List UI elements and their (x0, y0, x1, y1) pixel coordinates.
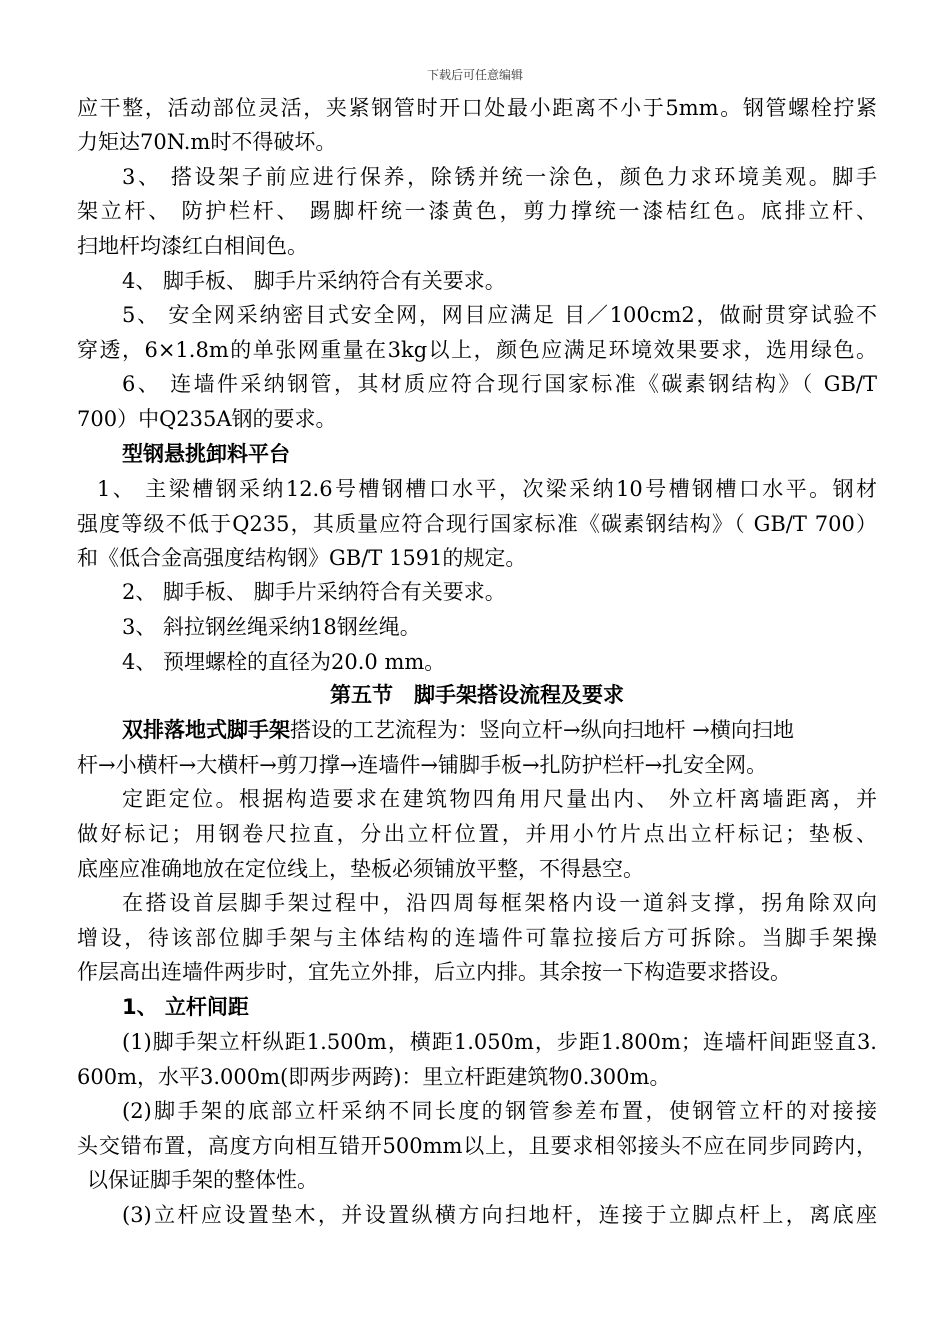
text-line: 增设，待该部位脚手架与主体结构的连墙件可靠拉接后方可拆除。当脚手架操 (77, 926, 877, 950)
text-line: 强度等级不低于Q235，其质量应符合现行国家标准《碳素钢结构》（ GB/T 700） (77, 512, 877, 536)
section-heading: 型钢悬挑卸料平台 (122, 442, 290, 466)
text-line: (1)脚手架立杆纵距1.500m，横距1.050m，步距1.800m；连墙杆间距竖直3. (122, 1030, 877, 1054)
text-line: 力矩达70N.m时不得破坏。 (77, 130, 337, 154)
text-line: 定距定位。根据构造要求在建筑物四角用尺量出内、 外立杆离墙距离，并 (122, 787, 877, 811)
text-line: 2、 脚手板、 脚手片采纳符合有关要求。 (122, 580, 506, 604)
text-line: 在搭设首层脚手架过程中，沿四周每框架格内设一道斜支撑，拐角除双向 (122, 891, 877, 915)
text-line: (3)立杆应设置垫木，并设置纵横方向扫地杆，连接于立脚点杆上，离底座 (122, 1203, 877, 1227)
inline-text: 搭设的工艺流程为：竖向立杆→纵向扫地杆 →横向扫地 (290, 718, 794, 742)
text-line: 1、 主梁槽钢采纳12.6号槽钢槽口水平，次梁采纳10号槽钢槽口水平。钢材 (97, 477, 877, 501)
text-line: 头交错布置，高度方向相互错开500mm以上，且要求相邻接头不应在同步同跨内， (77, 1134, 877, 1158)
text-line: 和《低合金高强度结构钢》GB/T 1591的规定。 (77, 546, 527, 570)
text-line (122, 717, 877, 743)
text-line: 穿透，6×1.8m的单张网重量在3kg以上，颜色应满足环境效果要求，选用绿色。 (77, 338, 877, 362)
text-line: 做好标记；用钢卷尺拉直，分出立杆位置，并用小竹片点出立杆标记；垫板、 (77, 822, 877, 846)
text-line: 700）中Q235A钢的要求。 (77, 407, 337, 431)
text-line: 底座应准确地放在定位线上，垫板必须铺放平整，不得悬空。 (77, 857, 644, 881)
text-line: 4、 脚手板、 脚手片采纳符合有关要求。 (122, 269, 506, 293)
text-line: 应干整，活动部位灵活，夹紧钢管时开口处最小距离不小于5mm。钢管螺栓拧紧 (77, 96, 877, 120)
text-line: 6、 连墙件采纳钢管，其材质应符合现行国家标准《碳素钢结构》（ GB/T (122, 372, 877, 396)
text-line: 4、 预埋螺栓的直径为20.0 mm。 (122, 650, 446, 674)
text-line: 架立杆、 防护栏杆、 踢脚杆统一漆黄色，剪力撑统一漆桔红色。底排立杆、 (77, 199, 877, 223)
text-line: 以保证脚手架的整体性。 (87, 1168, 318, 1192)
text-line: 杆→小横杆→大横杆→剪刀撑→连墙件→铺脚手板→扎防护栏杆→扎安全网。 (77, 753, 768, 777)
header-note: 下载后可任意编辑 (426, 68, 523, 82)
text-line: 600m，水平3.000m(即两步两跨)：里立杆距建筑物0.300m。 (77, 1065, 671, 1089)
text-line: 3、 斜拉钢丝绳采纳18钢丝绳。 (122, 615, 421, 639)
text-line: 扫地杆均漆红白相间色。 (77, 234, 308, 258)
subsection-heading: 1、 立杆间距 (122, 995, 249, 1019)
chapter-heading: 第五节 脚手架搭设流程及要求 (330, 683, 624, 707)
text-line: 作层高出连墙件两步时，宜先立外排，后立内排。其余按一下构造要求搭设。 (77, 960, 791, 984)
inline-bold-term: 双排落地式脚手架 (122, 718, 290, 742)
text-line: 5、 安全网采纳密目式安全网，网目应满足 目／100cm2，做耐贯穿试验不 (122, 303, 877, 327)
text-line: 3、 搭设架子前应进行保养，除锈并统一涂色，颜色力求环境美观。脚手 (122, 165, 877, 189)
text-line: (2)脚手架的底部立杆采纳不同长度的钢管参差布置，使钢管立杆的对接接 (122, 1099, 877, 1123)
